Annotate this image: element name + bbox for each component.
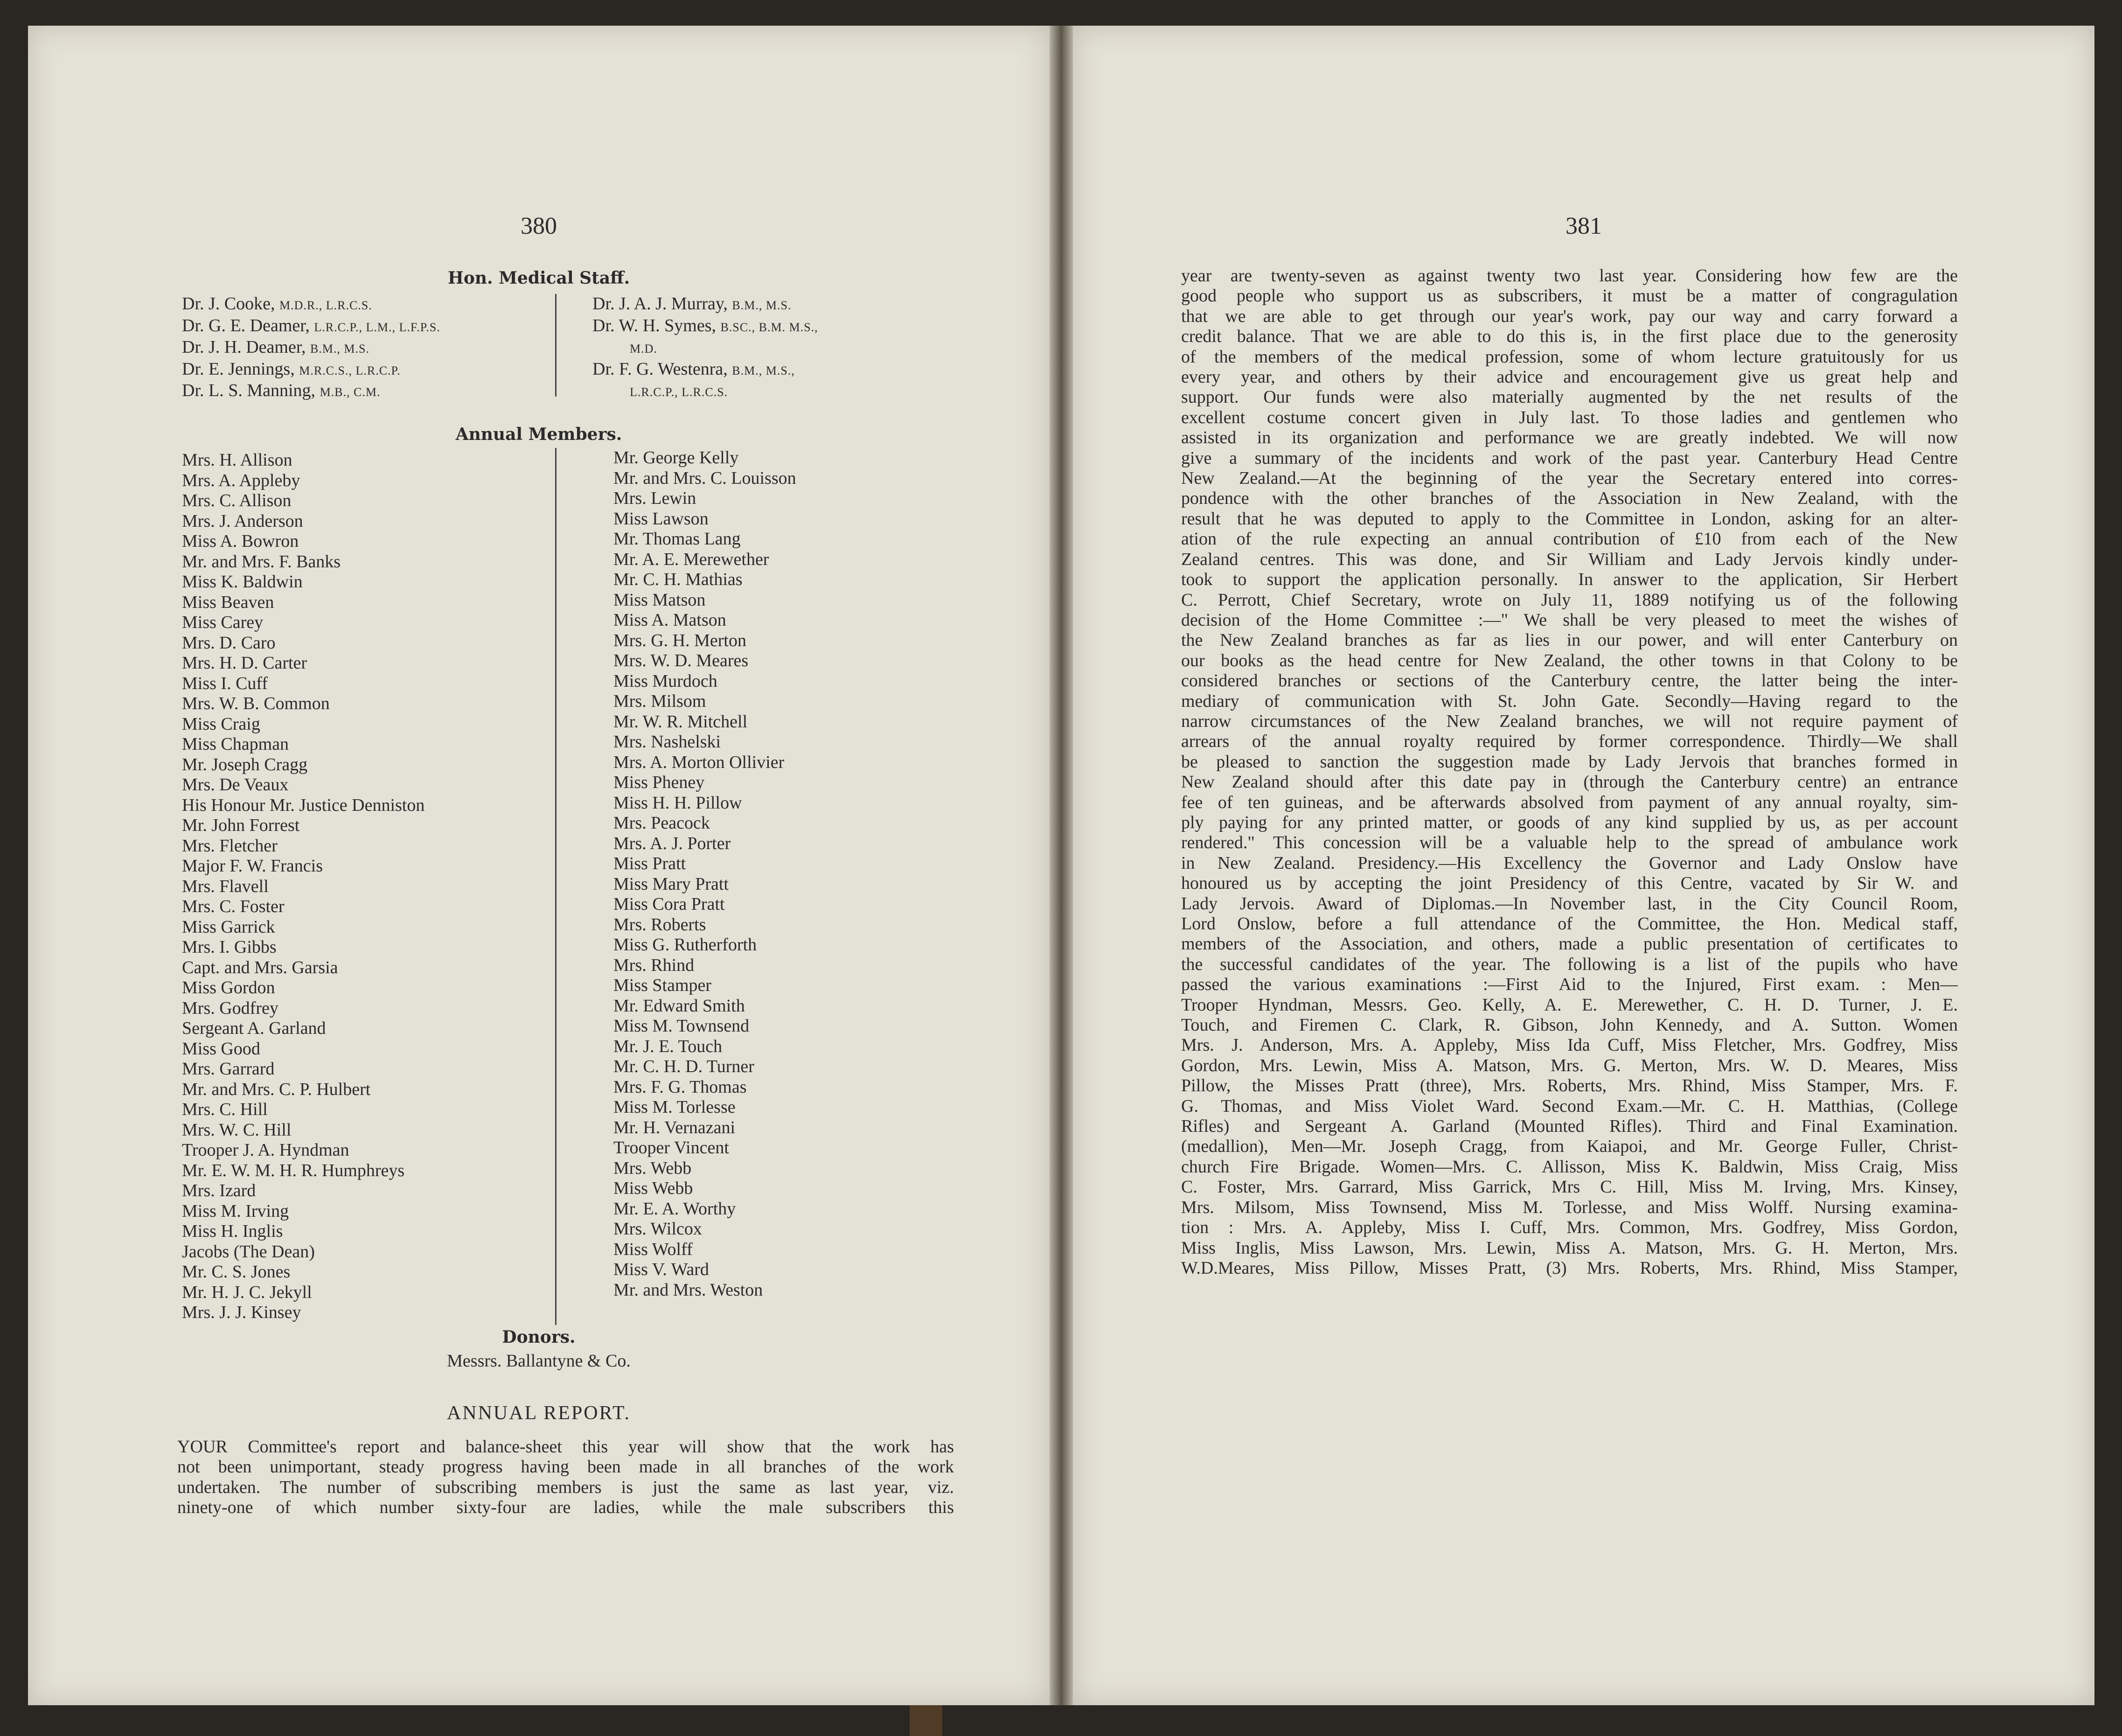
text-line: Gordon, Mrs. Lewin, Miss A. Matson, Mrs. G. Merton, Mrs. W. D. Meares, Miss [1181, 1055, 1958, 1075]
member-name: Mr. and Mrs. Weston [613, 1280, 763, 1300]
staff-entry [592, 337, 818, 359]
text-line: G. Thomas, and Miss Violet Ward. Second Exam.—Mr. C. H. Matthias, (College [1181, 1096, 1958, 1116]
member-name: Mrs. J. J. Kinsey [182, 1303, 301, 1322]
staff-entry [592, 294, 818, 316]
member-name: Miss H. Inglis [182, 1221, 283, 1241]
member-name: Mrs. H. D. Carter [182, 653, 307, 673]
text-line: YOUR Committee's report and balance-sheet this year will show that the work has [177, 1437, 954, 1457]
text-line: that we are able to get through our year's work, pay our way and carry forward a [1181, 306, 1958, 326]
annual-members-right-column [613, 448, 796, 1300]
text-line: Lady Jervois. Award of Diplomas.—In November last, in the City Council Room, [1181, 893, 1958, 913]
member-name: Mr. H. Vernazani [613, 1117, 736, 1137]
member-name: Mr. and Mrs. C. P. Hulbert [182, 1079, 371, 1099]
member-name: Mrs. Fletcher [182, 836, 278, 856]
member-name: Miss A. Matson [613, 610, 726, 630]
text-line: Pillow, the Misses Pratt (three), Mrs. Roberts, Mrs. Rhind, Miss Stamper, Mrs. F. [1181, 1076, 1958, 1096]
page-stain [910, 1705, 942, 1736]
text-line: Touch, and Firemen C. Clark, R. Gibson, John Kennedy, and A. Sutton. Women [1181, 1015, 1958, 1035]
member-name: Miss H. H. Pillow [613, 793, 742, 813]
member-name: Miss M. Irving [182, 1201, 289, 1221]
medical-staff-left-column [182, 294, 440, 403]
report-continuation [1181, 266, 1958, 1278]
book-gutter [1050, 26, 1073, 1705]
staff-qualifications: M.R.C.S., L.R.C.P. [299, 363, 401, 377]
member-name: Mrs. Rhind [613, 955, 695, 975]
report-heading: ANNUAL REPORT. [446, 1402, 631, 1424]
member-name: Mrs. Webb [613, 1158, 692, 1178]
text-line: members of the Association, and others, made a public presentation of certificates to [1181, 934, 1958, 954]
staff-qualifications: M.B., C.M. [320, 385, 381, 399]
text-line: (medallion), Men—Mr. Joseph Cragg, from Kaiapoi, and Mr. George Fuller, Christ- [1181, 1136, 1958, 1157]
member-name: His Honour Mr. Justice Denniston [182, 795, 425, 815]
text-line: Rifles) and Sergeant A. Garland (Mounted Rifles). Third and Final Examination. [1181, 1116, 1958, 1136]
column-divider [555, 294, 557, 397]
member-name: Miss Gordon [182, 978, 275, 997]
text-line: good people who support us as subscribers, it must be a matter of congragulation [1181, 286, 1958, 306]
text-line: church Fire Brigade. Women—Mrs. C. Allisson, Miss K. Baldwin, Miss Craig, Miss [1181, 1157, 1958, 1177]
text-line: tion : Mrs. A. Appleby, Miss I. Cuff, Mrs. Common, Mrs. Godfrey, Miss Gordon, [1181, 1218, 1958, 1238]
report-paragraph [177, 1437, 954, 1518]
member-name: Mr. C. H. D. Turner [613, 1057, 754, 1076]
text-line: decision of the Home Committee :—" We shall be very pleased to meet the wishes of [1181, 610, 1958, 630]
member-name: Mrs. Godfrey [182, 998, 278, 1018]
member-name: Mr. A. E. Merewether [613, 549, 769, 569]
member-name: Mrs. Milsom [613, 691, 706, 711]
text-line: our books as the head centre for New Zealand, the other towns in that Colony to be [1181, 650, 1958, 670]
text-line: excellent costume concert given in July last. To those ladies and gentlemen who [1181, 407, 1958, 427]
member-name: Mrs. Peacock [613, 813, 710, 833]
member-name: Mr. E. W. M. H. R. Humphreys [182, 1160, 405, 1180]
member-name: Mrs. H. Allison [182, 450, 292, 470]
member-name: Trooper Vincent [613, 1138, 729, 1157]
annual-members-heading: Annual Members. [455, 425, 622, 444]
member-name: Miss Garrick [182, 917, 275, 937]
text-line: be pleased to sanction the suggestion made by Lady Jervois that branches formed in [1181, 752, 1958, 772]
text-line: not been unimportant, steady progress having been made in all branches of the work [177, 1457, 954, 1477]
staff-entry [182, 294, 440, 316]
text-line: the successful candidates of the year. The following is a list of the pupils who have [1181, 954, 1958, 974]
member-name: Miss Murdoch [613, 671, 717, 691]
page-number: 381 [1565, 213, 1602, 239]
staff-entry [182, 359, 440, 381]
staff-name: Dr. E. Jennings, [182, 359, 295, 379]
member-name: Sergeant A. Garland [182, 1018, 326, 1038]
text-line: took to support the application personally. In answer to the application, Sir Herbert [1181, 570, 1958, 590]
member-name: Mrs. A. Appleby [182, 470, 300, 490]
member-name: Miss Craig [182, 714, 260, 734]
member-name: Mr. W. R. Mitchell [613, 711, 748, 732]
member-name: Capt. and Mrs. Garsia [182, 957, 338, 977]
text-line: New Zealand.—At the beginning of the year the Secretary entered into corres- [1181, 468, 1958, 488]
staff-entry [592, 381, 818, 403]
text-line: in New Zealand. Presidency.—His Excellency the Governor and Lady Onslow have [1181, 853, 1958, 873]
text-line: C. Perrott, Chief Secretary, wrote on July 11, 1889 notifying us of the following [1181, 590, 1958, 610]
text-line: ply paying for any printed matter, or goods of any kind supplied by us, as per account [1181, 812, 1958, 832]
staff-entry [592, 359, 818, 381]
member-name: Mrs. C. Foster [182, 897, 285, 916]
text-line: rendered." This concession will be a valuable help to the spread of ambulance work [1181, 833, 1958, 853]
text-line: Lord Onslow, before a full attendance of the Committee, the Hon. Medical staff, [1181, 914, 1958, 934]
member-name: Miss I. Cuff [182, 673, 268, 693]
text-line: Miss Inglis, Miss Lawson, Mrs. Lewin, Miss A. Matson, Mrs. G. H. Merton, Mrs. [1181, 1238, 1958, 1258]
staff-name: Dr. G. E. Deamer, [182, 315, 310, 335]
member-name: Mr. C. H. Mathias [613, 570, 743, 589]
text-line: ation of the rule expecting an annual contribution of £10 from each of the New [1181, 529, 1958, 549]
member-name: Mrs. W. B. Common [182, 694, 330, 713]
member-name: Mrs. Wilcox [613, 1219, 702, 1239]
donors-heading: Donors. [502, 1327, 576, 1347]
staff-qualifications: L.R.C.P., L.M., L.F.P.S. [314, 320, 440, 334]
text-line: arrears of the annual royalty required by former correspondence. Thirdly—We shall [1181, 732, 1958, 752]
member-name: Miss Stamper [613, 976, 712, 995]
text-line: fee of ten guineas, and be afterwards absolved from payment of any annual royalty, sim- [1181, 792, 1958, 812]
text-line: the New Zealand branches as far as lies in our power, and will enter Canterbury on [1181, 630, 1958, 650]
member-name: Mr. Edward Smith [613, 996, 745, 1016]
member-name: Miss Webb [613, 1178, 693, 1198]
medical-staff-right-column [592, 294, 818, 403]
member-name: Mrs. A. J. Porter [613, 833, 731, 853]
text-line: give a summary of the incidents and work of the past year. Canterbury Head Centre [1181, 448, 1958, 468]
member-name: Mr. C. S. Jones [182, 1262, 291, 1282]
text-line: Trooper Hyndman, Messrs. Geo. Kelly, A. E. Merewether, C. H. D. Turner, J. E. [1181, 995, 1958, 1015]
member-name: Miss K. Baldwin [182, 572, 303, 592]
page-number: 380 [521, 213, 557, 239]
member-name: Mr. John Forrest [182, 816, 300, 835]
text-line: considered branches or sections of the Canterbury centre, the latter being the inter- [1181, 671, 1958, 691]
text-line: credit balance. That we are able to do this is, in the first place due to the generosity [1181, 327, 1958, 347]
member-name: Miss Chapman [182, 734, 289, 754]
staff-name: Dr. L. S. Manning, [182, 381, 316, 400]
member-name: Miss Carey [182, 613, 264, 632]
right-page [1073, 26, 2094, 1705]
member-name: Mrs. W. C. Hill [182, 1120, 292, 1140]
staff-qualifications: B.M., M.S. [310, 342, 370, 356]
staff-qualifications: M.D.R., L.R.C.S. [279, 299, 372, 312]
text-line: Mrs. Milsom, Miss Townsend, Miss M. Torlesse, and Miss Wolff. Nursing examina- [1181, 1197, 1958, 1217]
text-line: W.D.Meares, Miss Pillow, Misses Pratt, (3) Mrs. Roberts, Mrs. Rhind, Miss Stamper, [1181, 1258, 1958, 1278]
left-page [28, 26, 1050, 1705]
text-line: year are twenty-seven as against twenty two last year. Considering how few are the [1181, 266, 1958, 286]
staff-qualifications: B.M., M.S., [732, 363, 795, 377]
text-line: pondence with the other branches of the Association in New Zealand, with the [1181, 488, 1958, 509]
text-line: assisted in its organization and performance we are greatly indebted. We will now [1181, 428, 1958, 448]
member-name: Miss Good [182, 1039, 260, 1059]
text-line: Zealand centres. This was done, and Sir William and Lady Jervois kindly under- [1181, 549, 1958, 569]
staff-name: Dr. J. A. J. Murray, [592, 294, 728, 314]
text-line: C. Foster, Mrs. Garrard, Miss Garrick, Mrs C. Hill, Miss M. Irving, Mrs. Kinsey, [1181, 1177, 1958, 1197]
text-line: honoured us by accepting the joint Presidency of this Centre, vacated by Sir W. and [1181, 873, 1958, 893]
member-name: Miss Matson [613, 590, 706, 610]
member-name: Mrs. De Veaux [182, 775, 289, 795]
member-name: Miss Wolff [613, 1239, 693, 1259]
staff-name: Dr. J. H. Deamer, [182, 337, 306, 357]
member-name: Miss Mary Pratt [613, 874, 729, 894]
text-line: support. Our funds were also materially augmented by the net results of the [1181, 387, 1958, 407]
member-name: Miss A. Bowron [182, 531, 299, 551]
member-name: Trooper J. A. Hyndman [182, 1140, 349, 1160]
member-name: Mr. J. E. Touch [613, 1036, 723, 1056]
member-name: Miss Lawson [613, 509, 709, 529]
staff-entry [592, 316, 818, 338]
text-line: Mrs. J. Anderson, Mrs. A. Appleby, Miss Ida Cuff, Miss Fletcher, Mrs. Godfrey, Miss [1181, 1035, 1958, 1055]
staff-qualifications: B.SC., B.M. M.S., [720, 320, 818, 334]
member-name: Mrs. W. D. Meares [613, 651, 749, 670]
member-name: Mrs. D. Caro [182, 633, 276, 653]
staff-name: Dr. F. G. Westenra, [592, 359, 728, 379]
member-name: Mr. E. A. Worthy [613, 1199, 736, 1219]
staff-name: Dr. J. Cooke, [182, 294, 275, 314]
text-line: ninety-one of which number sixty-four are ladies, while the male subscribers this [177, 1498, 954, 1518]
member-name: Miss M. Townsend [613, 1016, 750, 1036]
member-name: Miss V. Ward [613, 1260, 709, 1279]
member-name: Miss G. Rutherforth [613, 935, 757, 955]
member-name: Mrs. Roberts [613, 914, 706, 934]
member-name: Mr. and Mrs. F. Banks [182, 551, 341, 572]
member-name: Mrs. A. Morton Ollivier [613, 752, 785, 772]
annual-members-left-column [182, 450, 424, 1323]
member-name: Mr. and Mrs. C. Louisson [613, 468, 796, 488]
staff-qualifications: L.R.C.P., L.R.C.S. [630, 385, 728, 399]
staff-entry [182, 316, 440, 338]
member-name: Mr. George Kelly [613, 448, 739, 467]
donors-line: Messrs. Ballantyne & Co. [447, 1351, 631, 1371]
member-name: Mrs. Lewin [613, 488, 696, 508]
member-name: Mrs. Flavell [182, 876, 269, 896]
member-name: Miss Beaven [182, 592, 274, 612]
text-line: result that he was deputed to apply to the Committee in London, asking for an alter- [1181, 509, 1958, 529]
member-name: Mrs. J. Anderson [182, 511, 303, 531]
text-line: mediary of communication with St. John Gate. Secondly—Having regard to the [1181, 691, 1958, 711]
member-name: Mrs. I. Gibbs [182, 937, 277, 957]
text-line: narrow circumstances of the New Zealand branches, we will not require payment of [1181, 711, 1958, 731]
member-name: Mrs. Izard [182, 1181, 256, 1200]
member-name: Jacobs (The Dean) [182, 1241, 315, 1262]
staff-entry [182, 337, 440, 359]
member-name: Miss Cora Pratt [613, 894, 725, 914]
text-line: of the members of the medical profession, some of whom lecture gratuitously for us [1181, 347, 1958, 367]
member-name: Miss Pheney [613, 773, 705, 792]
text-line: New Zealand should after this date pay in (through the Canterbury centre) an entrance [1181, 772, 1958, 792]
member-name: Mr. Joseph Cragg [182, 754, 308, 774]
medical-staff-heading: Hon. Medical Staff. [447, 268, 630, 288]
member-name: Major F. W. Francis [182, 856, 323, 876]
text-line: undertaken. The number of subscribing members is just the same as last year, viz. [177, 1477, 954, 1497]
text-line: passed the various examinations :—First Aid to the Injured, First exam. : Men— [1181, 975, 1958, 995]
staff-qualifications: M.D. [630, 342, 657, 356]
member-name: Mrs. Nashelski [613, 732, 721, 752]
member-name: Mrs. C. Allison [182, 491, 292, 510]
member-name: Mrs. F. G. Thomas [613, 1077, 747, 1097]
member-name: Mrs. Garrard [182, 1059, 275, 1079]
member-name: Mrs. C. Hill [182, 1100, 268, 1119]
staff-entry [182, 381, 440, 403]
member-name: Miss Pratt [613, 854, 686, 873]
staff-name: Dr. W. H. Symes, [592, 315, 716, 335]
member-name: Mr. Thomas Lang [613, 529, 741, 549]
member-name: Mrs. G. H. Merton [613, 630, 746, 650]
member-name: Miss M. Torlesse [613, 1097, 736, 1117]
text-line: every year, and others by their advice and encouragement give us great help and [1181, 367, 1958, 387]
column-divider [555, 448, 557, 1325]
member-name: Mr. H. J. C. Jekyll [182, 1282, 312, 1302]
staff-qualifications: B.M., M.S. [732, 299, 792, 312]
